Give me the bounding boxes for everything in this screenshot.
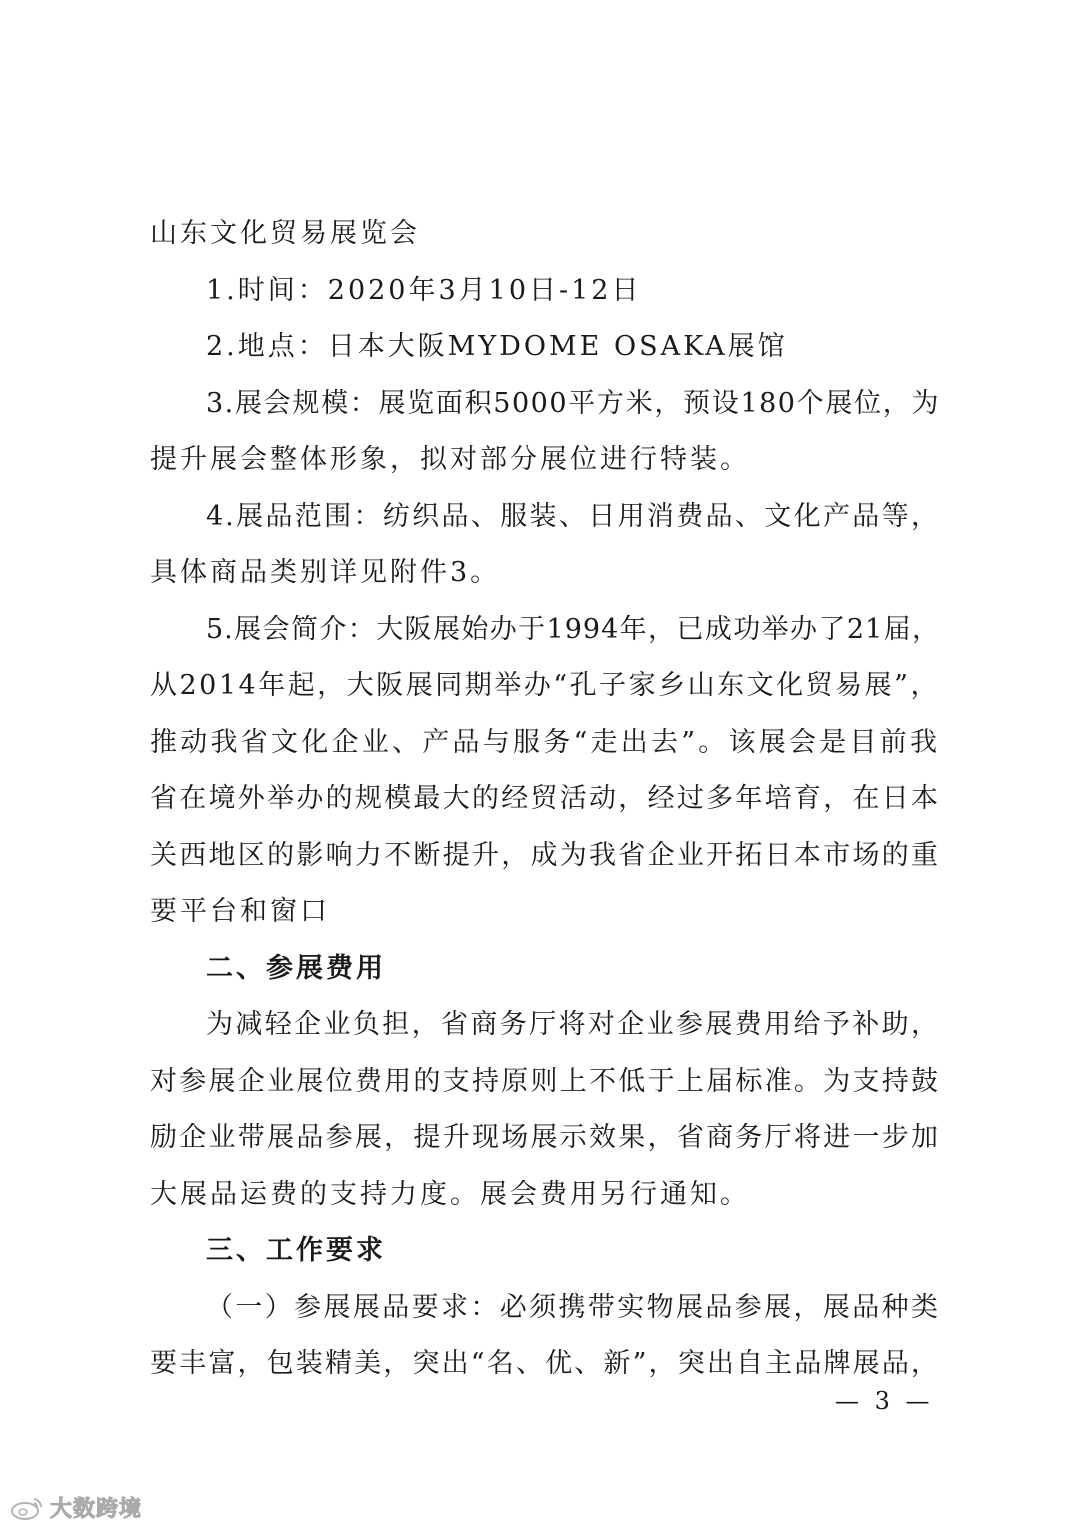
- weibo-logo-icon: [10, 1496, 44, 1520]
- text-line: 具体商品类别详见附件3。: [150, 557, 501, 588]
- text-line: 要丰富，包装精美，突出“名、优、新”，突出自主品牌展品，: [150, 1348, 940, 1379]
- text-line: 5.展会简介：大阪展始办于1994年，已成功举办了21届，: [206, 613, 940, 645]
- section-heading: 二、参展费用: [206, 952, 386, 984]
- text-line: 推动我省文化企业、产品与服务“走出去”。该展会是目前我: [150, 726, 940, 758]
- text-line: （一）参展展品要求：必须携带实物展品参展，展品种类: [206, 1291, 940, 1323]
- page-number: — 3 —: [835, 1387, 934, 1415]
- text-line: 提升展会整体形象，拟对部分展位进行特装。: [150, 444, 750, 475]
- text-line: 要平台和窗口: [150, 896, 330, 927]
- text-line: 从2014年起，大阪展同期举办“孔子家乡山东文化贸易展”，: [150, 670, 940, 701]
- text-line: 省在境外举办的规模最大的经贸活动，经过多年培育，在日本: [150, 783, 940, 814]
- text-line: 山东文化贸易展览会: [150, 218, 420, 249]
- watermark: [10, 1492, 142, 1523]
- text-line: 2.地点：日本大阪MYDOME OSAKA展馆: [206, 331, 788, 362]
- text-line: 为减轻企业负担，省商务厅将对企业参展费用给予补助，: [206, 1009, 940, 1040]
- text-line: 4.展品范围：纺织品、服装、日用消费品、文化产品等，: [206, 500, 940, 532]
- text-line: 关西地区的影响力不断提升，成为我省企业开拓日本市场的重: [150, 839, 940, 871]
- text-line: 1.时间：2020年3月10日-12日: [206, 274, 642, 306]
- text-line: 大展品运费的支持力度。展会费用另行通知。: [150, 1178, 750, 1210]
- text-line: 励企业带展品参展，提升现场展示效果，省商务厅将进一步加: [150, 1122, 940, 1153]
- document-body: [150, 206, 940, 1393]
- section-heading: 三、工作要求: [206, 1235, 386, 1266]
- watermark-text: 大数跨境: [50, 1497, 143, 1522]
- text-line: 3.展会规模：展览面积5000平方米，预设180个展位，为: [206, 387, 940, 419]
- text-line: 对参展企业展位费用的支持原则上不低于上届标准。为支持鼓: [150, 1065, 940, 1097]
